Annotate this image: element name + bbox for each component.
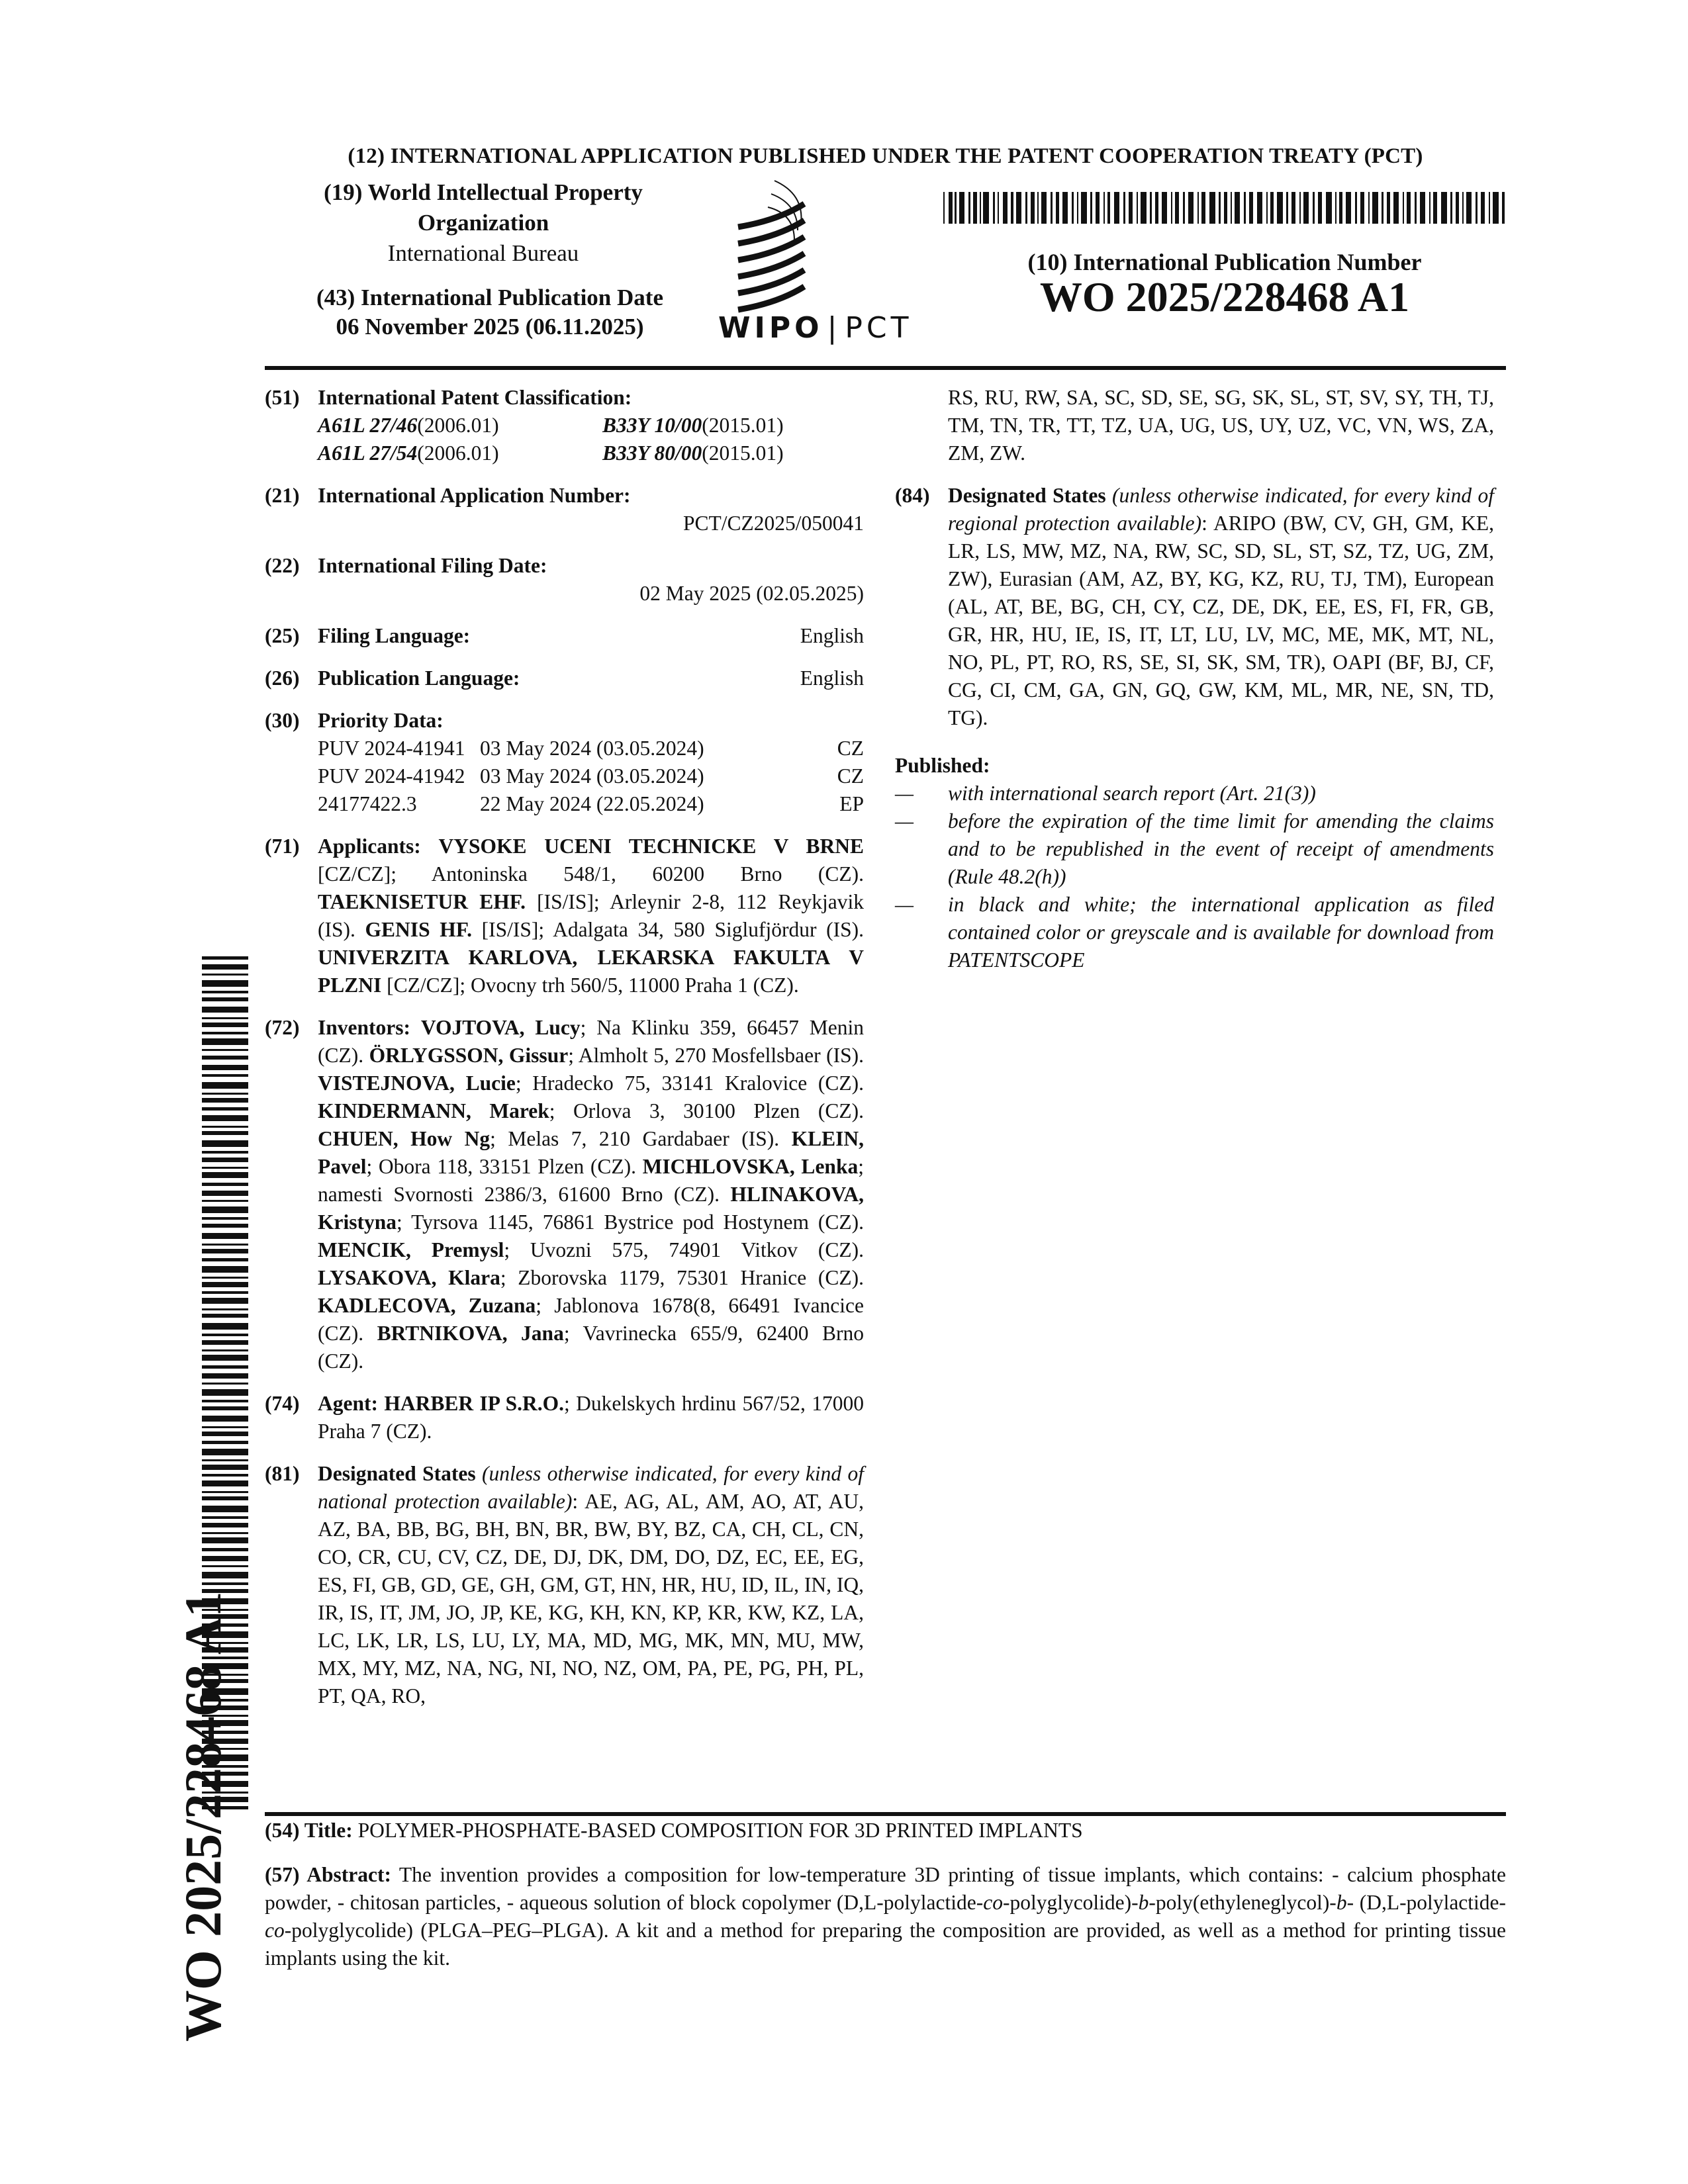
side-publication-number: WO 2025/228468 A1 [174, 1591, 232, 2042]
regional-states-list: : ARIPO (BW, CV, GH, GM, KE, LR, LS, MW, MZ, NA, RW, SC, SD, SL, ST, SZ, TZ, UG, ZM, ZW), Eurasian (AM, AZ, BY, KG, KZ, RU, TJ, TM), European (AL, AT, BE, BG, CH, CY, CZ, DE, DK, EE, ES, FI, FR, GB, GR, HR, HU, IE, IS, IT, LT, LU, LV, MC, ME, MK, MT, NL, NO, PL, PT, RO, RS, SE, SI, SK, SM, TR), OAPI (BF, BJ, CF, CG, CI, CM, GA, GN, GQ, GW, KM, ML, MR, NE, SN, TD, TG). [948, 512, 1495, 729]
application-number-value: PCT/CZ2025/050041 [682, 512, 864, 535]
publication-language-value: English [800, 666, 864, 690]
inventor-name: VOJTOVA, Lucy [420, 1016, 581, 1039]
dash-bullet-icon: — [895, 809, 914, 833]
agent-name: HARBER IP S.R.O. [384, 1392, 564, 1415]
inventor-name: KADLECOVA, Zuzana [318, 1294, 536, 1317]
dash-bullet-icon: — [895, 893, 914, 916]
classification-row: A61L 27/54(2006.01) B33Y 80/00(2015.01) [318, 441, 784, 465]
field-30-priority-data: (30) Priority Data: PUV 2024-41941 03 May 2024 (03.05.2024) CZ PUV 2024-41942 03 May 2024 (03.05.2024) CZ 24177422.3 22 May 2024 (22.05.2024) EP [265, 707, 864, 818]
field-51-classification: (51) International Patent Classification: A61L 27/46(2006.01) B33Y 10/00(2015.01) A61L 27/54(2006.01) B33Y 80/00(2015.01) [265, 384, 864, 467]
inventor-name: MICHLOVSKA, Lenka [642, 1155, 859, 1178]
wipo-globe-logo-icon [735, 177, 814, 316]
org-name-line2: Organization [417, 210, 549, 236]
field-81-designated-states-national: (81) Designated States (unless otherwise indicated, for every kind of national protection available): AE, AG, AL, AM, AO, AT, AU, AZ, BA, BB, BG, BH, BN, BR, BW, BY, BZ, CA, CH, CL, CN, CO, CR, CU, CV, CZ, DE, DJ, DK, DM, DO, DZ, EC, EE, EG, ES, FI, GB, GD, GE, GH, GM, GT, HN, HR, HU, ID, IL, IN, IQ, IR, IS, IT, JM, JO, JP, KE, KG, KH, KN, KP, KR, KW, KZ, LA, LC, LK, LR, LS, LU, LY, MA, MD, MG, MK, MN, MU, MW, MX, MY, MZ, NA, NG, NI, NO, NZ, OM, PA, PE, PG, PH, PL, PT, QA, RO, [265, 1462, 864, 1707]
inventor-name: MENCIK, Premysl [318, 1238, 504, 1261]
publication-date-block [291, 283, 688, 341]
document-type-heading: (12) INTERNATIONAL APPLICATION PUBLISHED UNDER THE PATENT COOPERATION TREATY (PCT) [348, 144, 1423, 168]
field-21-application-number: (21) International Application Number: PCT/CZ2025/050041 [265, 482, 864, 537]
filing-date-value: 02 May 2025 (02.05.2025) [639, 582, 864, 605]
barcode-icon [943, 192, 1506, 224]
publication-date-label: (43) International Publication Date [316, 285, 663, 310]
priority-row: PUV 2024-41941 03 May 2024 (03.05.2024) CZ [318, 737, 864, 760]
published-section [895, 752, 1494, 974]
classification-row: A61L 27/46(2006.01) B33Y 10/00(2015.01) [318, 414, 784, 437]
title-value: POLYMER-PHOSPHATE-BASED COMPOSITION FOR 3D PRINTED IMPLANTS [352, 1819, 1083, 1842]
published-item: — in black and white; the international application as filed contained color or greyscale and is available for download from PATENTSCOPE [895, 891, 1494, 974]
applicant-name: TAEKNISETUR EHF. [318, 890, 526, 913]
inventor-name: HLINAKOVA, Kristyna [318, 1183, 864, 1234]
inventor-name: VISTEJNOVA, Lucie [318, 1071, 516, 1095]
priority-row: 24177422.3 22 May 2024 (22.05.2024) EP [318, 792, 864, 815]
org-bureau: International Bureau [387, 240, 579, 266]
inventor-name: LYSAKOVA, Klara [318, 1266, 500, 1289]
org-name-line1: (19) World Intellectual Property [324, 179, 643, 205]
dash-bullet-icon: — [895, 782, 914, 805]
applicant-name: GENIS HF. [365, 918, 472, 941]
priority-row: PUV 2024-41942 03 May 2024 (03.05.2024) CZ [318, 764, 864, 788]
title-field [265, 1819, 1506, 1843]
published-item: — with international search report (Art. 21(3)) [895, 780, 1494, 807]
wordmark-separator: | [827, 311, 841, 345]
abstract-field: (57) Abstract: The invention provides a composition for low-temperature 3D printing of tissue implants, which contains: - calcium phosphate powder, - chitosan particles, - aqueous solution of block copolymer (D,L-polylactide-co-polyglycolide)-b-poly(ethyleneglycol)-b- (D,L-polylactide-co-polyglycolide) (PLGA–PEG–PLGA). A kit and a method for preparing the composition are provided, as well as a method for printing tissue implants using the kit. [265, 1863, 1507, 1970]
national-states-continued: RS, RU, RW, SA, SC, SD, SE, SG, SK, SL, ST, SV, SY, TH, TJ, TM, TN, TR, TT, TZ, UA, UG, US, UY, UZ, VC, VN, WS, ZA, ZM, ZW. [948, 386, 1494, 465]
title-divider [265, 1812, 1506, 1816]
wipo-pct-wordmark [718, 311, 913, 345]
inventor-name: ÖRLYGSSON, Gissur [369, 1044, 569, 1067]
published-item: — before the expiration of the time limit for amending the claims and to be republished in the event of receipt of amendments (Rule 48.2(h)) [895, 807, 1494, 891]
field-26-publication-language: (26) Publication Language: English [265, 664, 864, 692]
abstract-label: (57) Abstract: [265, 1863, 391, 1886]
bibliographic-right-column [895, 384, 1494, 974]
publication-date-value: 06 November 2025 (06.11.2025) [336, 314, 644, 340]
header-divider [265, 366, 1506, 370]
field-71-applicants: (71) Applicants: VYSOKE UCENI TECHNICKE V BRNE [CZ/CZ]; Antoninska 548/1, 60200 Brno (CZ). TAEKNISETUR EHF. [IS/IS]; Arleynir 2-8, 112 Reykjavik (IS). GENIS HF. [IS/IS]; Adalgata 34, 580 Siglufjördur (IS). UNIVERZITA KARLOVA, LEKARSKA FAKULTA V PLZNI [CZ/CZ]; Ovocny trh 560/5, 11000 Praha 1 (CZ). [265, 835, 865, 997]
field-84-designated-states-regional: (84) Designated States (unless otherwise indicated, for every kind of regional protection available): ARIPO (BW, CV, GH, GM, KE, LR, LS, MW, MZ, NA, RW, SC, SD, SL, ST, SZ, TZ, UG, ZM, ZW), Eurasian (AM, AZ, BY, KG, KZ, RU, TJ, TM), European (AL, AT, BE, BG, CH, CY, CZ, DE, DK, EE, ES, FI, FR, GB, GR, HR, HU, IE, IS, IT, LT, LU, LV, MC, ME, MK, MT, NL, NO, PL, PT, RO, RS, SE, SI, SK, SM, TR), OAPI (BF, BJ, CF, CG, CI, CM, GA, GN, GQ, GW, KM, ML, MR, NE, SN, TD, TG). [895, 484, 1495, 729]
applicant-name: VYSOKE UCENI TECHNICKE V BRNE [438, 835, 865, 858]
title-label: (54) Title: [265, 1819, 353, 1842]
bibliographic-left-column [265, 384, 864, 1725]
field-22-filing-date: (22) International Filing Date: 02 May 2025 (02.05.2025) [265, 552, 864, 608]
national-states-list: : AE, AG, AL, AM, AO, AT, AU, AZ, BA, BB, BG, BH, BN, BR, BW, BY, BZ, CA, CH, CL, CN, CO, CR, CU, CV, CZ, DE, DJ, DK, DM, DO, DZ, EC, EE, EG, ES, FI, GB, GD, GE, GH, GM, GT, HN, HR, HU, ID, IL, IN, IQ, IR, IS, IT, JM, JO, JP, KE, KG, KH, KN, KP, KR, KW, KZ, LA, LC, LK, LR, LS, LU, LY, MA, MD, MG, MK, MN, MU, MW, MX, MY, MZ, NA, NG, NI, NO, NZ, OM, PA, PE, PG, PH, PL, PT, QA, RO, [318, 1490, 864, 1707]
inventor-name: CHUEN, How Ng [318, 1127, 491, 1150]
wipo-organization-block [291, 177, 675, 269]
field-72-inventors: (72) Inventors: VOJTOVA, Lucy; Na Klinku 359, 66457 Menin (CZ). ÖRLYGSSON, Gissur; Almholt 5, 270 Mosfellsbaer (IS). VISTEJNOVA, Lucie; Hradecko 75, 33141 Kralovice (CZ). KINDERMANN, Marek; Orlova 3, 30100 Plzen (CZ). CHUEN, How Ng; Melas 7, 210 Gardabaer (IS). KLEIN, Pavel; Obora 118, 33151 Plzen (CZ). MICHLOVSKA, Lenka; namesti Svornosti 2386/3, 61600 Brno (CZ). HLINAKOVA, Kristyna; Tyrsova 1145, 76861 Bystrice pod Hostynem (CZ). MENCIK, Premysl; Uvozni 575, 74901 Vitkov (CZ). LYSAKOVA, Klara; Zborovska 1179, 75301 Hranice (CZ). KADLECOVA, Zuzana; Jablonova 1678(8, 66491 Ivancice (CZ). BRTNIKOVA, Jana; Vavrinecka 655/9, 62400 Brno (CZ). [265, 1016, 865, 1373]
inventor-name: KLEIN, Pavel [318, 1127, 864, 1178]
pct-word: PCT [845, 311, 913, 345]
wipo-word: WIPO [718, 311, 823, 345]
published-label: Published: [895, 754, 990, 777]
filing-language-value: English [800, 624, 864, 647]
inventor-name: KINDERMANN, Marek [318, 1099, 549, 1122]
inventor-name: BRTNIKOVA, Jana [377, 1322, 564, 1345]
applicant-name: UNIVERZITA KARLOVA, LEKARSKA FAKULTA V PLZNI [318, 946, 864, 997]
publication-number-label: (10) International Publication Number [1027, 249, 1422, 275]
publication-number: WO 2025/228468 A1 [1039, 273, 1410, 320]
field-25-filing-language: (25) Filing Language: English [265, 622, 864, 650]
field-74-agent: (74) Agent: HARBER IP S.R.O.; Dukelskych hrdinu 567/52, 17000 Praha 7 (CZ). [265, 1392, 864, 1443]
